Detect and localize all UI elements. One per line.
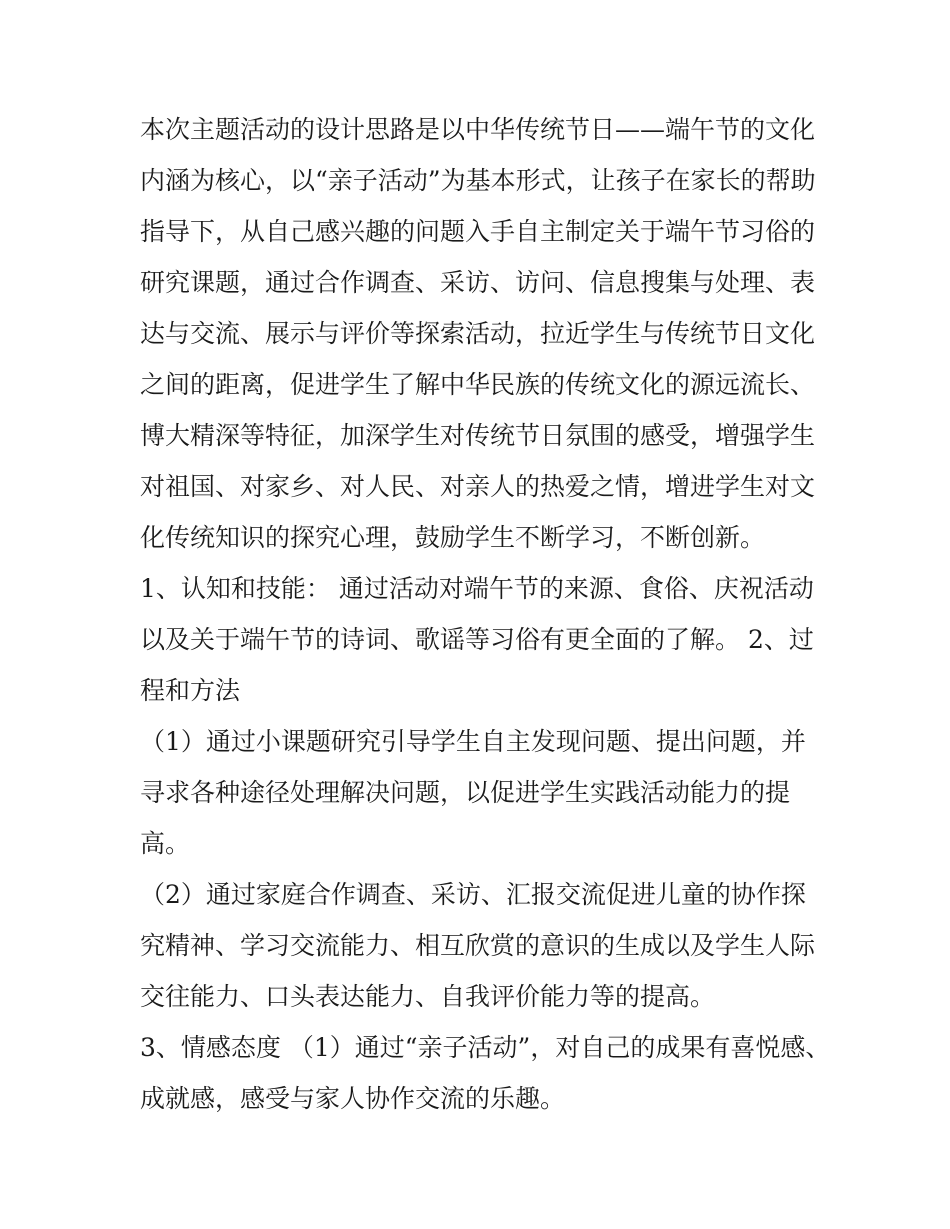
text-line-18: 交往能力、口头表达能力、自我评价能力等的提高。	[140, 982, 716, 1011]
text-line-13: （1）通过小课题研究引导学生自主发现问题、提出问题，并	[140, 727, 806, 756]
text-line-16: （2）通过家庭合作调查、采访、汇报交流促进儿童的协作探	[140, 880, 806, 909]
text-line-17: 究精神、学习交流能力、相互欣赏的意识的生成以及学生人际	[140, 931, 816, 960]
text-line-7: 博大精深等特征，加深学生对传统节日氛围的感受，增强学生	[140, 421, 816, 450]
text-line-10: 1、认知和技能： 通过活动对端午节的来源、食俗、庆祝活动	[140, 574, 814, 603]
text-line-4: 研究课题，通过合作调查、采访、访问、信息搜集与处理、表	[140, 268, 816, 297]
text-line-2: 内涵为核心，以“亲子活动”为基本形式，让孩子在家长的帮助	[140, 166, 816, 195]
text-line-12: 程和方法	[140, 676, 241, 705]
text-line-14: 寻求各种途径处理解决问题，以促进学生实践活动能力的提	[140, 778, 791, 807]
text-line-19: 3、情感态度 （1）通过“亲子活动”，对自己的成果有喜悦感、	[140, 1033, 831, 1062]
text-line-11: 以及关于端午节的诗词、歌谣等习俗有更全面的了解。 2、过	[140, 625, 814, 654]
text-line-8: 对祖国、对家乡、对人民、对亲人的热爱之情，增进学生对文	[140, 472, 816, 501]
text-line-15: 高。	[140, 829, 191, 858]
text-line-6: 之间的距离，促进学生了解中华民族的传统文化的源远流长、	[140, 370, 816, 399]
text-line-1: 本次主题活动的设计思路是以中华传统节日——端午节的文化	[140, 115, 816, 144]
text-line-5: 达与交流、展示与评价等探索活动，拉近学生与传统节日文化	[140, 319, 816, 348]
text-line-9: 化传统知识的探究心理，鼓励学生不断学习，不断创新。	[140, 523, 766, 552]
text-line-20: 成就感，感受与家人协作交流的乐趣。	[140, 1084, 566, 1113]
text-line-3: 指导下，从自己感兴趣的问题入手自主制定关于端午节习俗的	[140, 217, 816, 246]
